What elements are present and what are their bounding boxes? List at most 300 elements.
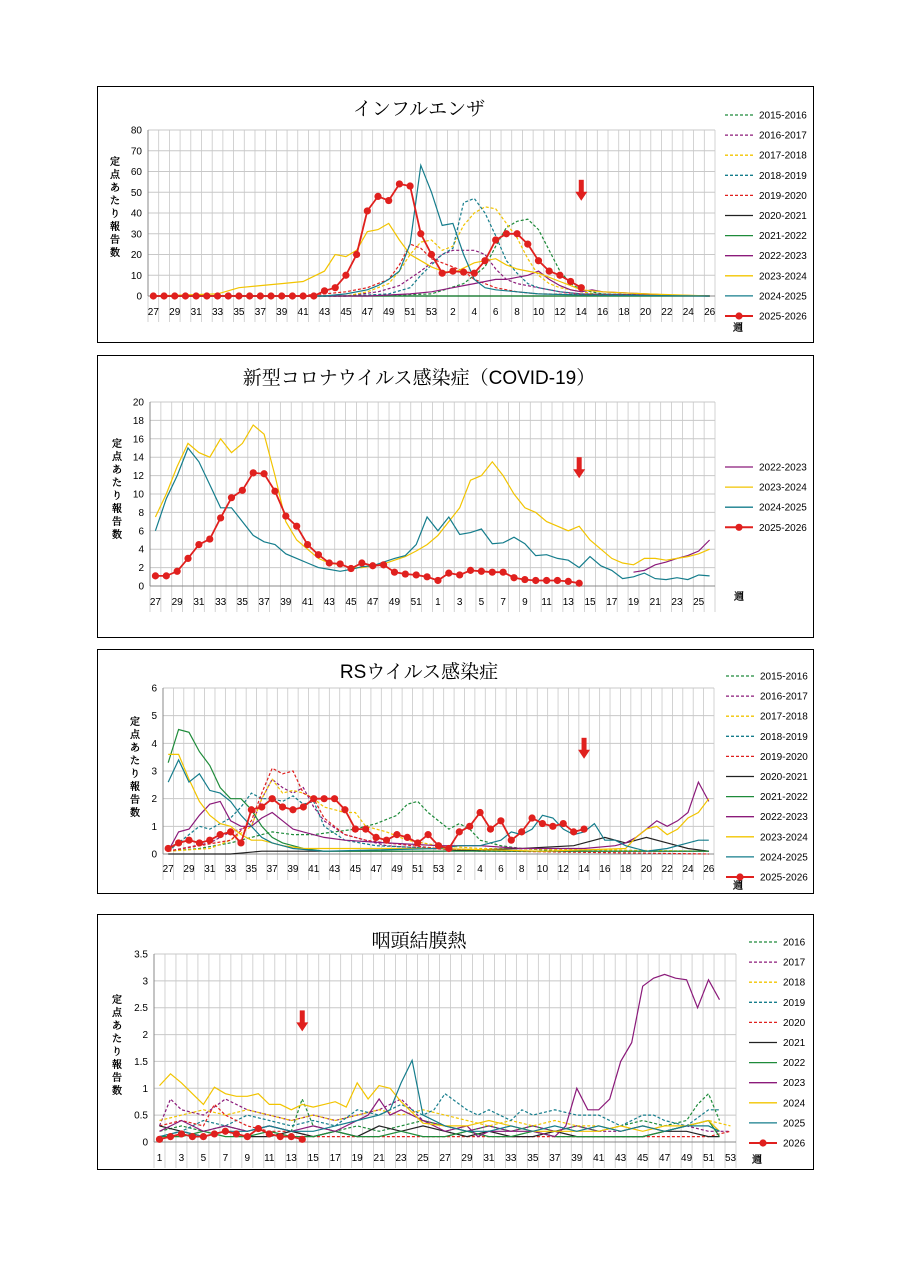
legend-label: 2023-2024 <box>760 832 808 844</box>
data-point <box>352 826 359 833</box>
data-point <box>260 470 267 477</box>
x-tick-label: 7 <box>222 1153 229 1164</box>
data-point <box>342 272 349 279</box>
x-tick-label: 41 <box>308 864 320 875</box>
covid19-chart <box>97 355 814 638</box>
y-axis-title: 定点あたり報告数 <box>130 717 140 819</box>
data-point <box>535 257 542 264</box>
legend-item <box>726 772 808 783</box>
x-tick-label: 22 <box>661 307 673 318</box>
data-point <box>193 292 200 299</box>
x-tick-label: 37 <box>549 1153 561 1164</box>
series-line-2021-2022 <box>168 730 709 852</box>
data-point <box>466 823 473 830</box>
legend-marker <box>736 873 743 880</box>
x-tick-label: 33 <box>225 864 237 875</box>
legend-label: 2021-2022 <box>759 231 807 243</box>
x-tick-label: 22 <box>661 864 673 875</box>
x-tick-label: 51 <box>412 864 424 875</box>
x-tick-label: 39 <box>276 307 288 318</box>
data-point <box>304 541 311 548</box>
chart-svg <box>98 356 812 636</box>
x-tick-label: 12 <box>557 864 569 875</box>
legend-item <box>749 998 806 1009</box>
data-point <box>246 292 253 299</box>
legend-item <box>725 523 807 534</box>
legend-label: 2025-2026 <box>760 872 808 884</box>
legend-label: 2018-2019 <box>759 170 807 182</box>
x-tick-label: 49 <box>681 1153 693 1164</box>
data-point <box>549 823 556 830</box>
legend-item <box>749 958 806 969</box>
data-point <box>518 828 525 835</box>
data-point <box>184 555 191 562</box>
legend-item <box>725 312 807 323</box>
x-tick-label: 4 <box>471 307 478 318</box>
y-tick-label: 20 <box>130 250 142 261</box>
data-point <box>369 562 376 569</box>
data-point <box>203 292 210 299</box>
legend-item <box>725 503 807 514</box>
x-tick-label: 13 <box>562 597 574 608</box>
x-tick-label: 39 <box>571 1153 583 1164</box>
legend-item <box>725 483 807 494</box>
data-point <box>217 831 224 838</box>
x-tick-label: 26 <box>703 864 715 875</box>
x-tick-label: 33 <box>215 597 227 608</box>
y-tick-label: 0 <box>142 1137 148 1149</box>
legend-item <box>726 712 808 723</box>
data-point <box>425 831 432 838</box>
x-tick-label: 24 <box>682 864 694 875</box>
data-point <box>492 236 499 243</box>
legend-label: 2020-2021 <box>760 772 808 783</box>
data-point <box>556 272 563 279</box>
x-tick-label: 29 <box>171 597 183 608</box>
x-tick-label: 11 <box>264 1153 275 1164</box>
chart-svg <box>98 650 812 892</box>
y-tick-label: 0 <box>138 581 144 593</box>
y-tick-label: 14 <box>132 452 144 464</box>
legend-item <box>726 832 808 843</box>
legend-item <box>725 131 807 142</box>
legend-label: 2015-2016 <box>759 110 807 122</box>
legend-item <box>726 792 808 803</box>
data-point <box>393 831 400 838</box>
legend-label: 2018-2019 <box>760 731 808 743</box>
data-point <box>383 837 390 844</box>
x-tick-label: 41 <box>297 307 309 318</box>
down-arrow-icon <box>575 180 587 201</box>
x-axis-title: 週 <box>733 323 743 334</box>
y-tick-label: 12 <box>132 471 144 483</box>
x-tick-label: 2 <box>450 307 456 318</box>
data-point <box>385 197 392 204</box>
down-arrow-icon <box>573 457 585 478</box>
x-tick-label: 18 <box>620 864 632 875</box>
data-point <box>258 803 265 810</box>
data-point <box>267 292 274 299</box>
x-tick-label: 35 <box>236 597 248 608</box>
data-point <box>222 1128 229 1135</box>
data-point <box>277 1133 284 1140</box>
data-point <box>341 806 348 813</box>
x-tick-label: 20 <box>640 864 652 875</box>
x-tick-label: 15 <box>584 597 596 608</box>
data-point <box>266 1130 273 1137</box>
y-tick-label: 0.5 <box>134 1110 148 1122</box>
data-point <box>417 230 424 237</box>
x-tick-label: 21 <box>373 1153 385 1164</box>
y-tick-label: 0 <box>136 291 142 303</box>
data-point <box>435 842 442 849</box>
data-point <box>321 795 328 802</box>
x-tick-label: 31 <box>204 864 216 875</box>
x-tick-label: 37 <box>254 307 266 318</box>
legend-label: 2019 <box>783 997 806 1009</box>
x-tick-label: 35 <box>245 864 257 875</box>
data-point <box>189 1133 196 1140</box>
data-point <box>178 1130 185 1137</box>
data-point <box>510 574 517 581</box>
y-tick-label: 4 <box>151 738 157 750</box>
x-tick-label: 39 <box>280 597 292 608</box>
y-tick-label: 2 <box>138 563 144 575</box>
x-tick-label: 45 <box>349 864 361 875</box>
x-tick-label: 41 <box>593 1153 605 1164</box>
x-tick-label: 43 <box>328 864 341 875</box>
data-point <box>467 567 474 574</box>
legend-item <box>726 752 808 763</box>
x-tick-label: 20 <box>639 307 652 318</box>
y-tick-label: 6 <box>138 526 144 538</box>
y-tick-label: 30 <box>130 229 142 241</box>
chart-title: インフルエンザ <box>352 99 486 120</box>
x-tick-label: 27 <box>147 307 159 318</box>
data-point <box>497 817 504 824</box>
data-point <box>217 514 224 521</box>
x-tick-label: 14 <box>578 864 590 875</box>
legend-item <box>749 938 806 949</box>
y-tick-label: 2.5 <box>134 1003 148 1015</box>
x-tick-label: 15 <box>307 1153 319 1164</box>
x-tick-label: 5 <box>478 597 485 608</box>
y-tick-label: 5 <box>151 711 157 723</box>
x-tick-label: 49 <box>383 307 395 318</box>
data-point <box>289 292 296 299</box>
data-point <box>456 828 463 835</box>
legend-item <box>725 231 807 242</box>
data-point <box>337 560 344 567</box>
data-point <box>580 826 587 833</box>
legend-label: 2019-2020 <box>759 190 807 202</box>
data-point <box>396 180 403 187</box>
x-tick-label: 51 <box>404 307 416 318</box>
y-axis-title: 定点あたり報告数 <box>110 157 120 259</box>
data-point <box>402 570 409 577</box>
data-point <box>407 182 414 189</box>
data-point <box>237 839 244 846</box>
y-tick-label: 1.5 <box>134 1056 148 1068</box>
data-point <box>214 292 221 299</box>
data-point <box>570 828 577 835</box>
legend-item <box>749 1078 806 1089</box>
x-tick-label: 25 <box>693 597 705 608</box>
data-point <box>279 803 286 810</box>
legend-label: 2025 <box>783 1118 806 1130</box>
data-point <box>278 292 285 299</box>
legend-item <box>725 151 807 162</box>
x-tick-label: 13 <box>285 1153 297 1164</box>
data-point <box>445 845 452 852</box>
legend-item <box>749 978 806 989</box>
legend-item <box>749 1139 806 1150</box>
legend-label: 2022-2023 <box>760 812 808 824</box>
pcf-chart <box>97 914 814 1170</box>
y-tick-label: 10 <box>130 270 142 282</box>
data-point <box>152 572 159 579</box>
legend-item <box>749 1018 806 1029</box>
data-point <box>353 251 360 258</box>
data-point <box>567 278 574 285</box>
data-point <box>300 292 307 299</box>
x-tick-label: 23 <box>395 1153 407 1164</box>
legend-label: 2019-2020 <box>760 751 808 763</box>
x-tick-label: 11 <box>541 597 552 608</box>
data-point <box>225 292 232 299</box>
data-point <box>428 251 435 258</box>
x-tick-label: 5 <box>200 1153 207 1164</box>
x-tick-label: 3 <box>178 1153 185 1164</box>
data-point <box>439 270 446 277</box>
x-tick-label: 18 <box>618 307 630 318</box>
x-tick-label: 17 <box>329 1153 341 1164</box>
data-point <box>391 569 398 576</box>
down-arrow-icon <box>578 738 590 759</box>
data-point <box>293 523 300 530</box>
x-tick-label: 27 <box>162 864 174 875</box>
x-tick-label: 43 <box>318 307 331 318</box>
x-tick-label: 4 <box>477 864 483 875</box>
data-point <box>449 268 456 275</box>
y-tick-label: 80 <box>130 125 142 137</box>
legend-item <box>749 1098 806 1109</box>
data-point <box>471 270 478 277</box>
data-point <box>364 207 371 214</box>
legend-label: 2025-2026 <box>759 311 807 323</box>
legend-item <box>725 171 807 182</box>
legend-label: 2017-2018 <box>760 711 808 723</box>
x-tick-label: 9 <box>522 597 528 608</box>
x-tick-label: 26 <box>704 307 716 318</box>
x-tick-label: 27 <box>439 1153 451 1164</box>
legend-label: 2022 <box>783 1058 806 1070</box>
data-point <box>434 577 441 584</box>
data-point <box>163 572 170 579</box>
legend-item <box>726 812 808 823</box>
data-point <box>487 826 494 833</box>
data-point <box>478 568 485 575</box>
data-point <box>532 577 539 584</box>
data-point <box>524 241 531 248</box>
y-tick-label: 16 <box>132 434 144 446</box>
data-point <box>211 1130 218 1137</box>
legend-item <box>725 251 807 262</box>
y-tick-label: 3 <box>151 766 157 778</box>
x-tick-label: 33 <box>505 1153 517 1164</box>
y-axis-title: 定点あたり報告数 <box>112 995 122 1097</box>
legend-item <box>725 463 807 474</box>
x-tick-label: 3 <box>456 597 463 608</box>
data-point <box>271 488 278 495</box>
legend-item <box>725 271 807 282</box>
legend-label: 2021-2022 <box>760 792 808 804</box>
x-tick-label: 51 <box>410 597 422 608</box>
data-point <box>289 806 296 813</box>
y-tick-label: 10 <box>132 489 144 501</box>
x-tick-label: 49 <box>388 597 401 608</box>
x-tick-label: 37 <box>266 864 278 875</box>
x-tick-label: 31 <box>193 597 205 608</box>
legend-label: 2018 <box>783 977 806 989</box>
x-tick-label: 8 <box>514 307 520 318</box>
data-point <box>257 292 264 299</box>
x-tick-label: 29 <box>461 1153 473 1164</box>
data-point <box>576 580 583 587</box>
series-line-2024-2025 <box>153 165 709 296</box>
data-point <box>374 193 381 200</box>
legend-item <box>749 1038 806 1049</box>
x-tick-label: 10 <box>532 307 545 318</box>
data-point <box>503 230 510 237</box>
data-point <box>248 806 255 813</box>
y-tick-label: 8 <box>138 507 144 519</box>
legend-label: 2017-2018 <box>759 150 807 162</box>
data-point <box>269 795 276 802</box>
legend-item <box>726 852 808 863</box>
data-point <box>554 577 561 584</box>
legend-label: 2022-2023 <box>759 462 807 474</box>
data-point <box>489 569 496 576</box>
data-point <box>206 837 213 844</box>
data-point <box>414 839 421 846</box>
y-tick-label: 3 <box>142 976 148 988</box>
legend-marker <box>735 312 742 319</box>
x-tick-label: 43 <box>323 597 335 608</box>
data-point <box>508 837 515 844</box>
data-point <box>150 292 157 299</box>
series-line-2023-2024 <box>168 754 709 851</box>
data-point <box>445 570 452 577</box>
y-tick-label: 18 <box>132 415 144 427</box>
y-tick-label: 2 <box>142 1030 148 1042</box>
legend-label: 2023 <box>783 1078 806 1090</box>
x-tick-label: 29 <box>169 307 181 318</box>
y-tick-label: 0 <box>151 849 157 861</box>
data-point <box>521 576 528 583</box>
chart-svg <box>98 915 812 1168</box>
x-tick-label: 47 <box>370 864 382 875</box>
x-tick-label: 9 <box>244 1153 251 1164</box>
x-tick-label: 49 <box>391 864 403 875</box>
x-tick-label: 35 <box>527 1153 539 1164</box>
data-point <box>235 292 242 299</box>
x-tick-label: 1 <box>435 597 441 608</box>
data-point <box>565 578 572 585</box>
data-point <box>358 559 365 566</box>
x-tick-label: 53 <box>724 1153 737 1164</box>
data-point <box>481 257 488 264</box>
data-point <box>160 292 167 299</box>
x-tick-label: 33 <box>211 307 224 318</box>
x-tick-label: 21 <box>649 597 661 608</box>
x-tick-label: 7 <box>500 597 506 608</box>
x-tick-label: 19 <box>351 1153 363 1164</box>
data-point <box>174 568 181 575</box>
data-point <box>182 292 189 299</box>
x-tick-label: 37 <box>258 597 270 608</box>
legend-label: 2024 <box>783 1098 806 1110</box>
legend-item <box>725 111 807 122</box>
y-tick-label: 3.5 <box>134 949 148 961</box>
legend-item <box>725 211 807 222</box>
y-tick-label: 40 <box>130 208 142 220</box>
x-tick-label: 25 <box>417 1153 429 1164</box>
x-tick-label: 23 <box>671 597 683 608</box>
x-tick-label: 14 <box>575 307 587 318</box>
x-tick-label: 31 <box>483 1153 495 1164</box>
legend-label: 2021 <box>783 1038 806 1049</box>
y-tick-label: 1 <box>142 1083 148 1095</box>
data-point <box>228 494 235 501</box>
legend-label: 2024-2025 <box>760 852 808 864</box>
data-point <box>233 1130 240 1137</box>
y-tick-label: 50 <box>130 187 142 199</box>
legend-item <box>726 732 808 743</box>
legend-label: 2023-2024 <box>759 482 807 494</box>
y-tick-label: 60 <box>130 167 142 178</box>
x-tick-label: 47 <box>361 307 373 318</box>
x-tick-label: 1 <box>156 1153 163 1164</box>
x-tick-label: 27 <box>149 597 161 608</box>
data-point <box>413 571 420 578</box>
x-tick-label: 24 <box>682 307 694 318</box>
influenza-chart <box>97 86 814 343</box>
data-point <box>539 820 546 827</box>
x-tick-label: 43 <box>615 1153 627 1164</box>
data-point <box>300 803 307 810</box>
data-point <box>543 577 550 584</box>
data-point <box>460 269 467 276</box>
x-tick-label: 51 <box>702 1153 715 1164</box>
data-point <box>185 837 192 844</box>
data-point <box>156 1136 163 1143</box>
y-tick-label: 6 <box>151 683 157 695</box>
data-point <box>380 561 387 568</box>
legend-label: 2020 <box>783 1017 806 1029</box>
x-axis-title: 週 <box>734 592 744 603</box>
data-point <box>244 1133 251 1140</box>
x-tick-label: 45 <box>345 597 357 608</box>
x-tick-label: 31 <box>190 307 202 318</box>
y-tick-label: 4 <box>138 544 144 556</box>
x-tick-label: 45 <box>637 1153 649 1164</box>
data-point <box>321 287 328 294</box>
data-point <box>546 268 553 275</box>
y-tick-label: 70 <box>130 146 142 158</box>
legend-label: 2016-2017 <box>760 691 808 703</box>
data-point <box>200 1133 207 1140</box>
